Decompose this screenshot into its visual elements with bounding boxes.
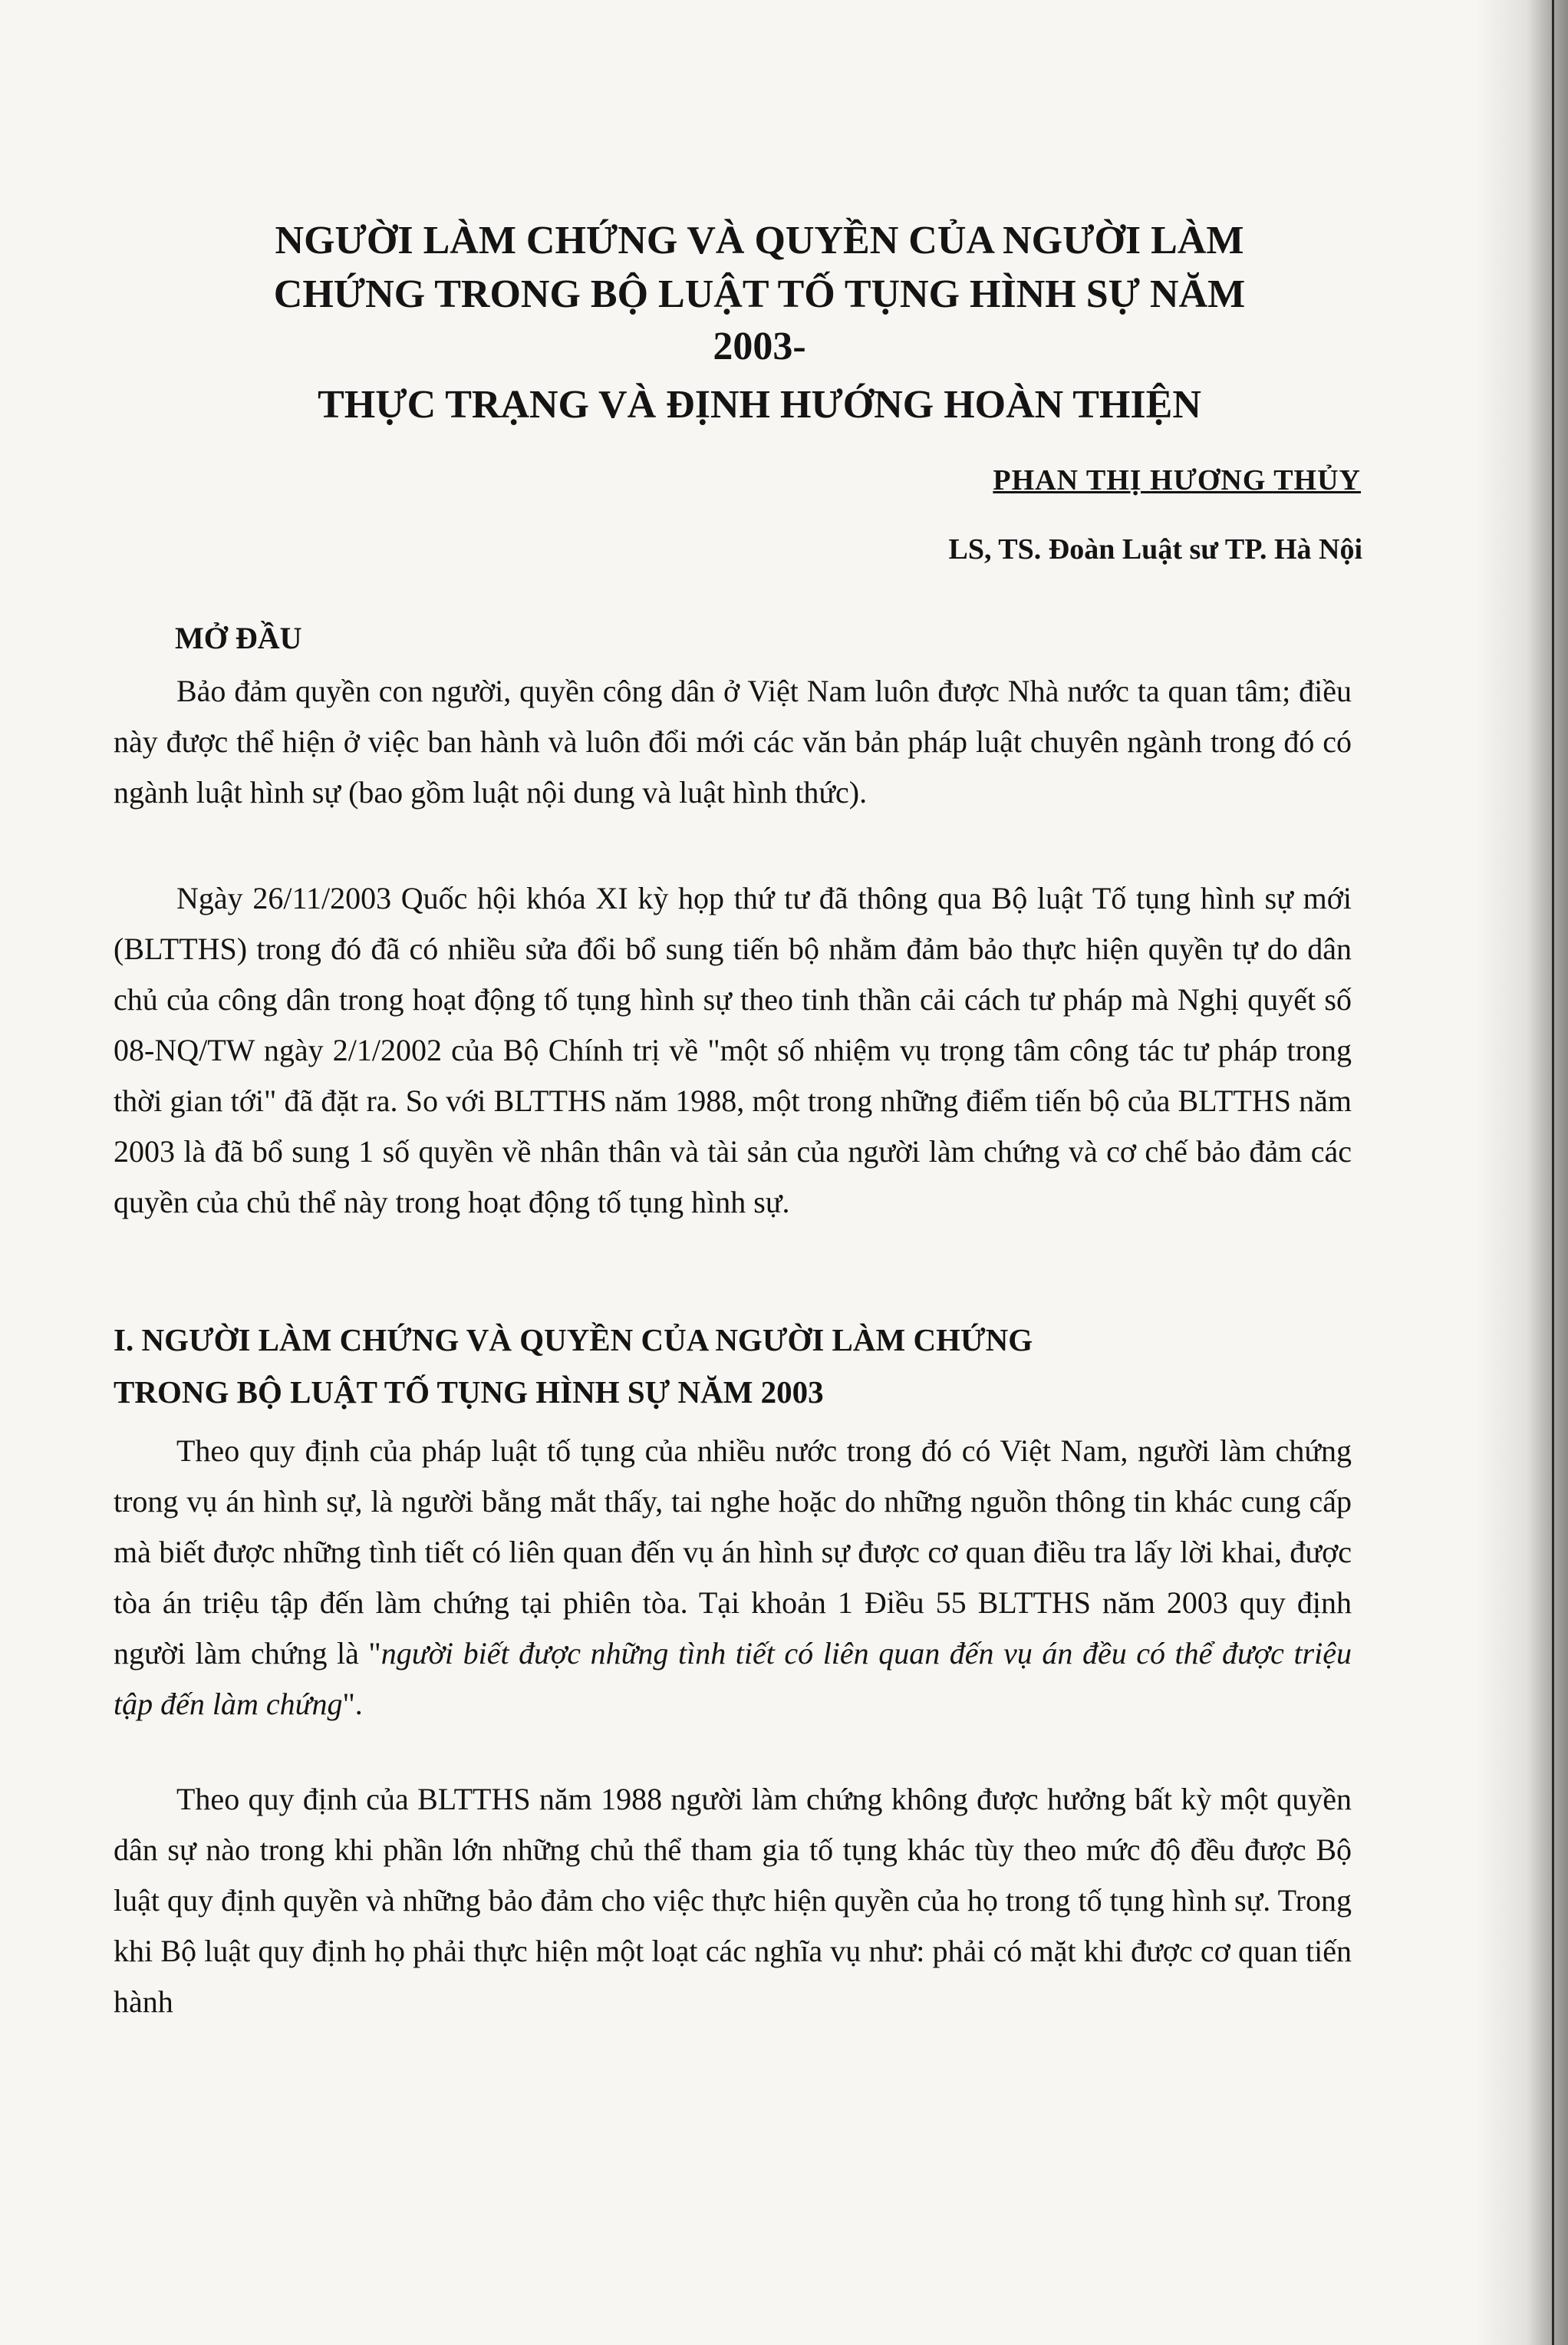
page-binding-edge [1552,0,1554,2345]
page-binding-shadow [1476,0,1568,2345]
intro-heading: MỞ ĐẦU [175,621,302,655]
section-heading-line-2: TRONG BỘ LUẬT TỐ TỤNG HÌNH SỰ NĂM 2003 [114,1374,824,1410]
section-paragraph-2: Theo quy định của BLTTHS năm 1988 người làm chứng không được hưởng bất kỳ một quyền dân sự nào trong khi phần lớn những chủ thể tham gia tố tụng khác tùy theo mức độ đều được Bộ luật quy định quyền và những bảo đảm cho việc thực hiện quyền của họ trong tố tụng hình sự. Trong khi Bộ luật quy định họ phải thực hiện một loạt các nghĩa vụ như: phải có mặt khi được cơ quan tiến hành [114,1782,1352,2019]
title-line-1: NGƯỜI LÀM CHỨNG VÀ QUYỀN CỦA NGƯỜI LÀM [275,219,1244,262]
section-heading-line-1: I. NGƯỜI LÀM CHỨNG VÀ QUYỀN CỦA NGƯỜI LÀM CHỨNG [114,1322,1033,1357]
title-line-4: THỰC TRẠNG VÀ ĐỊNH HƯỚNG HOÀN THIỆN [318,383,1201,427]
author-name: PHAN THỊ HƯƠNG THỦY [993,464,1361,496]
section-paragraph-1-end: ". [342,1687,363,1721]
author-affiliation: LS, TS. Đoàn Luật sư TP. Hà Nội [948,533,1362,566]
section-paragraph-1-text: Theo quy định của pháp luật tố tụng của nhiều nước trong đó có Việt Nam, người làm chứng trong vụ án hình sự, là người bằng mắt thấy, tai nghe hoặc do những nguồn thông tin khác cung cấp mà biết được những tình tiết có liên quan đến vụ án hình sự được cơ quan điều tra lấy lời khai, được tòa án triệu tập đến làm chứng tại phiên tòa. Tại khoản 1 Điều 55 BLTTHS năm 2003 quy định người làm chứng là " [114,1433,1352,1671]
title-line-3: 2003- [713,325,806,368]
section-paragraph-1-quote: người biết được những tình tiết có liên quan đến vụ án đều có thể được triệu tập đến làm chứng [114,1636,1352,1721]
title-line-2: CHỨNG TRONG BỘ LUẬT TỐ TỤNG HÌNH SỰ NĂM [273,272,1246,316]
intro-paragraph-2: Ngày 26/11/2003 Quốc hội khóa XI kỳ họp thứ tư đã thông qua Bộ luật Tố tụng hình sự mới (BLTTHS) trong đó đã có nhiều sửa đổi bổ sung tiến bộ nhằm đảm bảo thực hiện quyền tự do dân chủ của công dân trong hoạt động tố tụng hình sự theo tinh thần cải cách tư pháp mà Nghị quyết số 08-NQ/TW ngày 2/1/2002 của Bộ Chính trị về "một số nhiệm vụ trọng tâm công tác tư pháp trong thời gian tới" đã đặt ra. So với BLTTHS năm 1988, một trong những điểm tiến bộ của BLTTHS năm 2003 là đã bổ sung 1 số quyền về nhân thân và tài sản của người làm chứng và cơ chế bảo đảm các quyền của chủ thể này trong hoạt động tố tụng hình sự. [114,881,1352,1219]
section-paragraph-1 [114,1426,1352,1730]
intro-paragraph-1: Bảo đảm quyền con người, quyền công dân ở Việt Nam luôn được Nhà nước ta quan tâm; điều này được thể hiện ở việc ban hành và luôn đổi mới các văn bản pháp luật chuyên ngành trong đó có ngành luật hình sự (bao gồm luật nội dung và luật hình thức). [114,674,1352,810]
